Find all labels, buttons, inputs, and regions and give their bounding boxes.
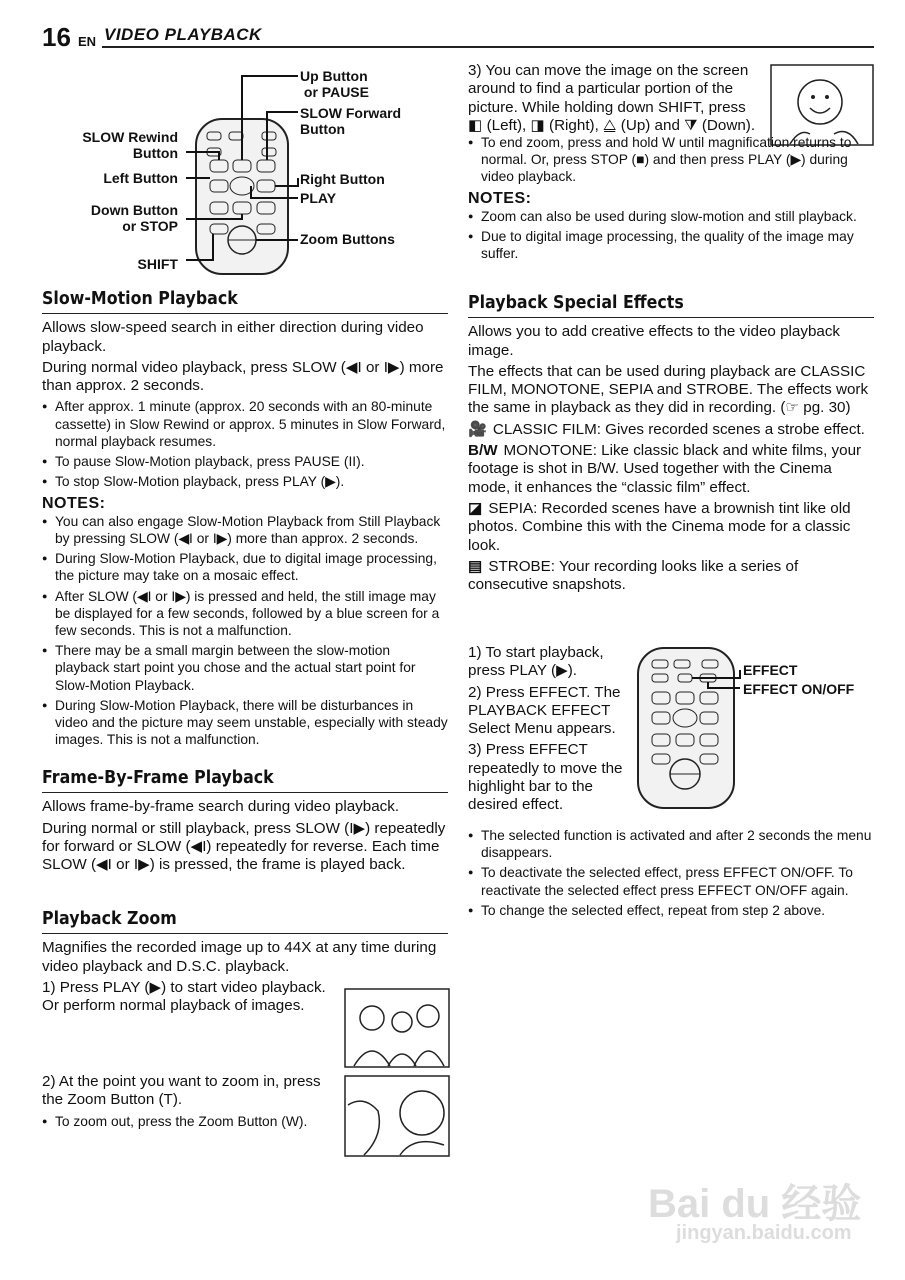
label-shift: SHIFT [137, 256, 178, 272]
sepia-icon: ◪ [468, 499, 483, 517]
bullet: ● To change the selected effect, repeat from step 2 above. [468, 902, 874, 919]
frame-title: Frame-By-Frame Playback [42, 767, 274, 788]
divider [468, 317, 874, 318]
effects-step-1: 1) To start playback, press PLAY (▶). [468, 644, 604, 680]
film-camera-icon: 🎥 [468, 420, 487, 438]
bw-icon: B/W [468, 442, 498, 460]
divider [42, 313, 448, 314]
slow-motion-title: Slow-Motion Playback [42, 288, 238, 309]
label-effect-onoff: EFFECT ON/OFF [743, 681, 855, 697]
note: ● You can also engage Slow-Motion Playback from Still Playback by pressing SLOW (◀I or I▶) more than approx. 2 seconds. [42, 513, 448, 547]
bullet: ● To deactivate the selected effect, press EFFECT ON/OFF. To reactivate the selected effect press EFFECT ON/OFF again. [468, 864, 874, 898]
label-left-button: Left Button [103, 170, 178, 186]
bullet: ● To zoom out, press the Zoom Button (W). [42, 1113, 342, 1130]
effects-title: Playback Special Effects [468, 292, 684, 313]
slow-motion-instruction: During normal video playback, press SLOW (◀I or I▶) more than approx. 2 seconds. [42, 358, 444, 395]
frame-section [42, 769, 448, 877]
strobe-text: STROBE: Your recording looks like a series of consecutive snapshots. [468, 557, 799, 594]
sepia-text: SEPIA: Recorded scenes have a brownish tint like old photos. Combine this with the Cinema mode for a classic look. [468, 499, 851, 554]
effects-bullets [468, 827, 874, 922]
label-slow-forward: SLOW Forward Button [300, 105, 402, 137]
note: ● There may be a small margin between the slow-motion playback start point you chose and the actual start point for Slow-Motion Playback. [42, 642, 448, 694]
bullet: ● To pause Slow-Motion playback, press PAUSE (II). [42, 453, 448, 470]
family-illustration [344, 988, 450, 1068]
bullet: ● The selected function is activated and after 2 seconds the menu disappears. [468, 827, 874, 861]
monotone-text: MONOTONE: Like classic black and white films, your footage is shot in B/W. Used together with the Cinema mode, it enhances the “classic film” effect. [468, 442, 862, 496]
notes-heading: NOTES: [468, 189, 532, 207]
zoom-notes-block [468, 134, 868, 265]
note: ● During Slow-Motion Playback, there will be disturbances in video and the picture may seem unstable, especially with steady images. This is not a malfunction. [42, 697, 448, 749]
watermark-url: jingyan.baidu.com [676, 1222, 852, 1244]
header-rule [102, 46, 874, 48]
zoom-step-3: 3) You can move the image on the screen around to find a particular portion of the picture. While holding down SHIFT, press ◧ (Left), ◨ (Right), ⧋ (Up) and ⧩ (Down). [468, 62, 756, 134]
note: ● During Slow-Motion Playback, due to digital image processing, the picture may take on a mosaic effect. [42, 550, 448, 584]
effects-step-3: 3) Press EFFECT repeatedly to move the highlight bar to the desired effect. [468, 741, 623, 814]
zoom-step-2: 2) At the point you want to zoom in, press the Zoom Button (T). [42, 1073, 321, 1109]
page-number: 16 [42, 22, 71, 52]
language-code: EN [78, 34, 97, 49]
zoom-title: Playback Zoom [42, 908, 177, 929]
zoom-intro: Magnifies the recorded image up to 44X at any time during video playback and D.S.C. playback. [42, 939, 437, 975]
zoom-step2-block [42, 1073, 342, 1133]
bullet: ● To end zoom, press and hold W until magnification returns to normal. Or, press STOP (■) and then press PLAY (▶) during video playback. [468, 134, 868, 186]
zoom-step-1: 1) Press PLAY (▶) to start video playback. Or perform normal playback of images. [42, 978, 326, 1015]
label-down-button: Down Button or STOP [90, 202, 178, 234]
effects-steps [468, 644, 628, 818]
effects-section [468, 294, 874, 597]
slow-motion-intro: Allows slow-speed search in either direction during video playback. [42, 319, 424, 355]
label-up-button: Up Button or PAUSE [300, 68, 369, 100]
zoomed-illustration [344, 1075, 450, 1157]
strobe-icon: ▤ [468, 557, 483, 575]
label-zoom-buttons: Zoom Buttons [300, 231, 395, 247]
bullet: ● To stop Slow-Motion playback, press PLAY (▶). [42, 473, 448, 490]
note: ● Zoom can also be used during slow-motion and still playback. [468, 208, 868, 225]
label-play: PLAY [300, 190, 337, 206]
label-right-button: Right Button [300, 171, 385, 187]
note: ● Due to digital image processing, the quality of the image may suffer. [468, 228, 868, 262]
section-title: VIDEO PLAYBACK [104, 25, 262, 44]
effects-list: The effects that can be used during playback are CLASSIC FILM, MONOTONE, SEPIA and STROBE. The effects work the same in playback as they did in recording. (☞ pg. 30) [468, 362, 869, 417]
effects-intro: Allows you to add creative effects to the video playback image. [468, 323, 841, 359]
bullet: ● After approx. 1 minute (approx. 20 seconds with an 80-minute cassette) in Slow Rewind or approx. 5 minutes in Slow Forward, normal playback resumes. [42, 398, 448, 450]
note: ● After SLOW (◀I or I▶) is pressed and held, the still image may be displayed for a few seconds, followed by a blue screen for a few seconds. This is not a malfunction. [42, 588, 448, 640]
classic-film-text: CLASSIC FILM: Gives recorded scenes a strobe effect. [492, 420, 865, 438]
frame-instruction: During normal or still playback, press SLOW (I▶) repeatedly for forward or SLOW (◀I) repeatedly for reverse. Each time SLOW (◀I or I▶) is pressed, the frame is played back. [42, 819, 446, 874]
watermark-logo: Bai du 经验 [648, 1182, 862, 1226]
left-column [42, 290, 448, 751]
divider [42, 933, 448, 934]
label-effect: EFFECT [743, 662, 798, 678]
effects-step-2: 2) Press EFFECT. The PLAYBACK EFFECT Select Menu appears. [468, 683, 621, 738]
frame-intro: Allows frame-by-frame search during video playback. [42, 798, 400, 816]
zoom-step3-block [468, 62, 764, 138]
notes-heading: NOTES: [42, 494, 106, 512]
divider [42, 792, 448, 793]
label-slow-rewind: SLOW Rewind Button [82, 129, 178, 161]
